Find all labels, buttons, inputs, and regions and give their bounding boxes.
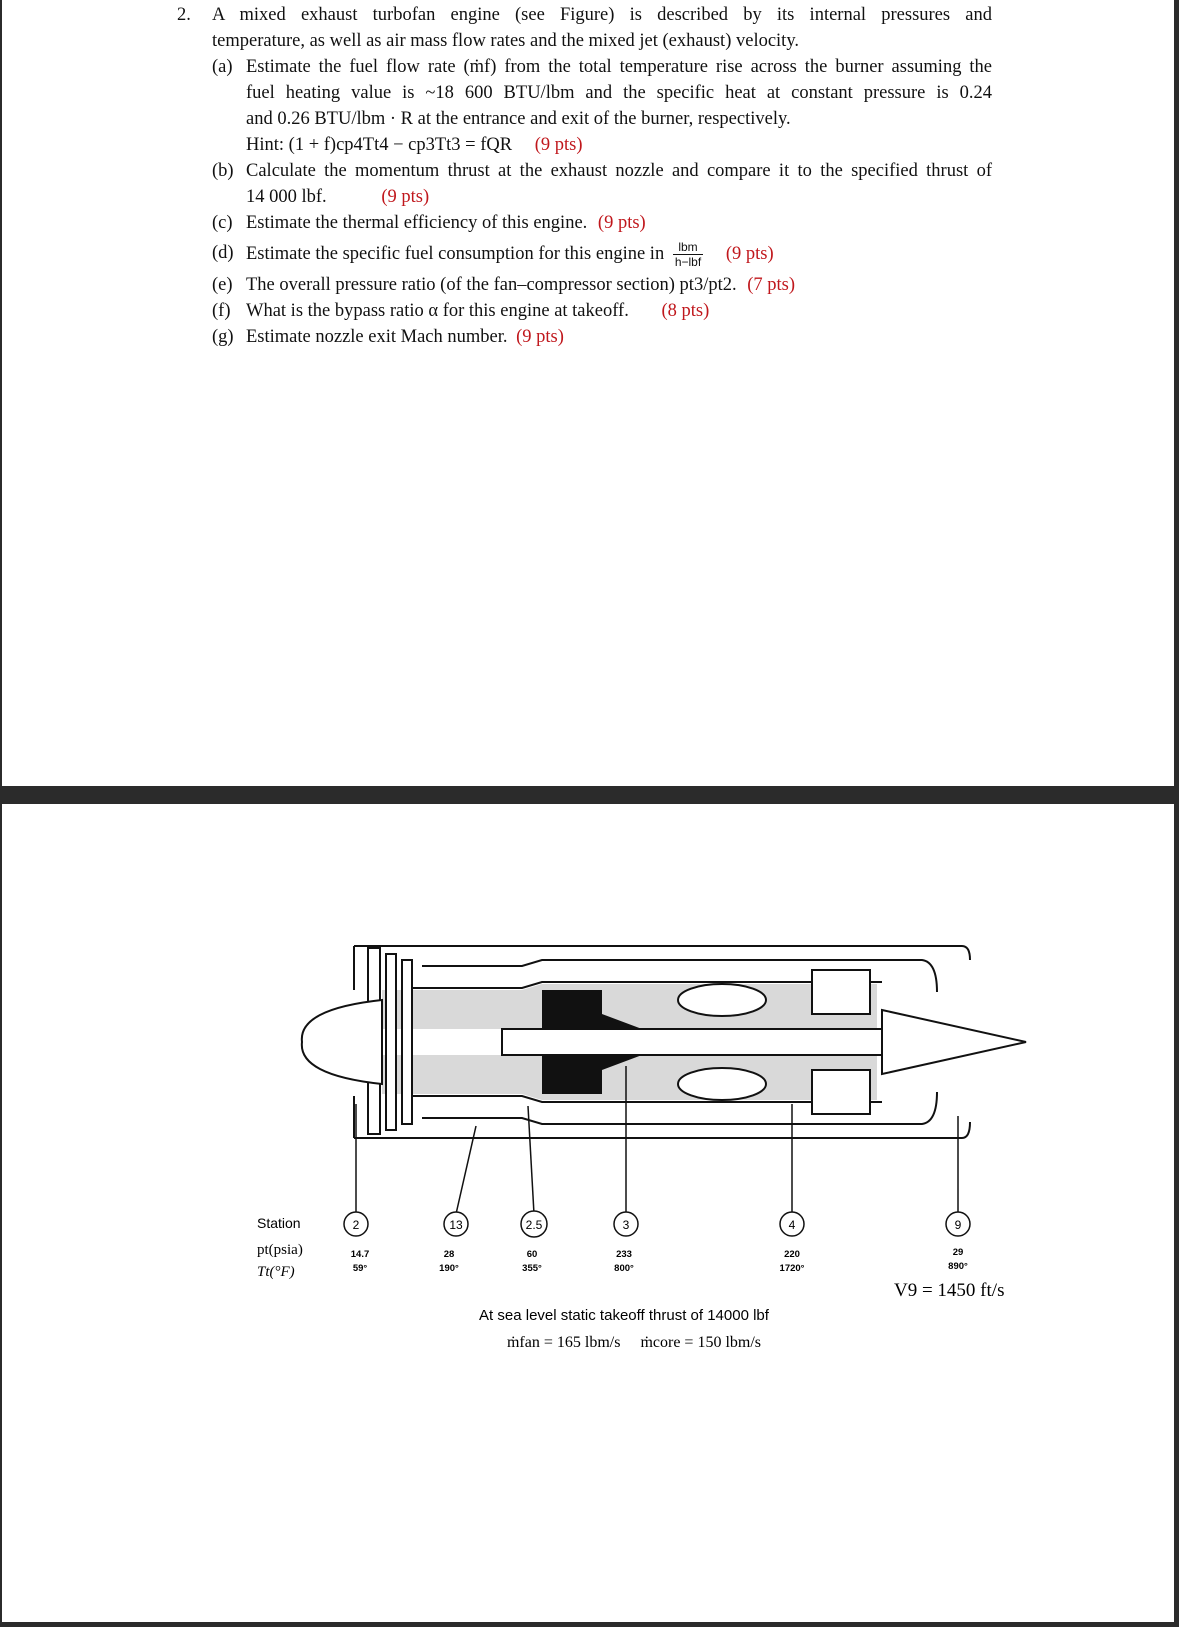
- figure-caption: At sea level static takeoff thrust of 14000 lbf: [479, 1307, 769, 1324]
- station-2-pressure: 14.7: [350, 1249, 370, 1260]
- station-4-temperature: 1720°: [779, 1263, 805, 1274]
- part-b-label: (b): [212, 161, 234, 181]
- part-d-line: [246, 240, 774, 269]
- temperature-label: Tt(°F): [257, 1264, 295, 1280]
- part-f-label: (f): [212, 301, 231, 321]
- station-3-pressure: 233: [616, 1249, 632, 1260]
- part-a-line-2: fuel heating value is ~18 600 BTU/lbm and the specific heat at constant pressure is 0.24: [246, 83, 992, 103]
- fan-blade-2: [386, 954, 396, 1130]
- station-label: Station: [257, 1215, 301, 1231]
- sfc-unit-fraction: [673, 240, 703, 269]
- part-a-label: (a): [212, 57, 233, 77]
- problem-intro-line-2: temperature, as well as air mass flow rates and the mixed jet (exhaust) velocity.: [212, 31, 799, 51]
- part-g-label: (g): [212, 327, 234, 347]
- part-a-line-1: Estimate the fuel flow rate (ṁf) from the total temperature rise across the burner assuming the: [246, 57, 992, 77]
- combustor-top: [678, 984, 766, 1016]
- part-f-line: [246, 298, 709, 324]
- core-upper-fill: [382, 984, 877, 1029]
- station-9-id: 9: [954, 1218, 962, 1232]
- station-4-pressure: 220: [784, 1249, 800, 1260]
- station-13-temperature: 190°: [439, 1263, 459, 1274]
- turbine-upper: [812, 970, 870, 1014]
- pressure-label: pt(psia): [257, 1242, 303, 1258]
- station-2-5-pressure: 60: [526, 1249, 538, 1260]
- spinner: [302, 1000, 382, 1084]
- part-a-points: (9 pts): [534, 135, 583, 155]
- core-lower-fill: [382, 1055, 877, 1100]
- part-b-thrust-value: 14 000 lbf.: [246, 187, 327, 207]
- part-f-text: What is the bypass ratio α for this engine at takeoff.: [246, 301, 629, 321]
- figure-page: [2, 804, 1174, 1622]
- station-2-5-temperature: 355°: [522, 1263, 542, 1274]
- part-e-points: (7 pts): [747, 275, 796, 295]
- station-3-id: 3: [622, 1218, 630, 1232]
- part-f-points: (8 pts): [661, 301, 710, 321]
- leader-station-13: [456, 1126, 476, 1214]
- station-9-pressure: 29: [952, 1247, 964, 1258]
- part-a-hint-equation: Hint: (1 + f)cp4Tt4 − cp3Tt3 = fQR: [246, 135, 513, 155]
- station-4-id: 4: [788, 1218, 796, 1232]
- problem-page: [2, 0, 1174, 786]
- tail-cone: [882, 1010, 1026, 1074]
- station-2-temperature: 59°: [352, 1263, 368, 1274]
- sfc-unit-denominator: h−lbf: [674, 255, 702, 269]
- exit-velocity: V9 = 1450 ft/s: [894, 1280, 1005, 1301]
- part-c-points: (9 pts): [597, 213, 646, 233]
- turbine-lower: [812, 1070, 870, 1114]
- problem-intro-line-1: A mixed exhaust turbofan engine (see Figure) is described by its internal pressures and: [212, 5, 992, 25]
- combustor-bottom: [678, 1068, 766, 1100]
- fan-blade-3: [402, 960, 412, 1124]
- part-g-text: Estimate nozzle exit Mach number.: [246, 327, 508, 347]
- part-c-label: (c): [212, 213, 233, 233]
- part-a-hint: [246, 132, 583, 158]
- station-3-temperature: 800°: [614, 1263, 634, 1274]
- part-d-text: Estimate the specific fuel consumption for this engine in: [246, 243, 665, 264]
- part-b-line-2: [246, 184, 429, 210]
- part-d-points: (9 pts): [725, 243, 774, 264]
- part-e-line: [246, 272, 795, 298]
- part-b-line-1: Calculate the momentum thrust at the exhaust nozzle and compare it to the specified thrust of: [246, 161, 992, 181]
- shaft: [502, 1029, 882, 1055]
- problem-number: 2.: [177, 5, 191, 25]
- mass-flow-rates: ṁfan = 165 lbm/s ṁcore = 150 lbm/s: [506, 1334, 762, 1351]
- part-a-line-3: and 0.26 BTU/lbm · R at the entrance and exit of the burner, respectively.: [246, 109, 791, 129]
- station-2-id: 2: [352, 1218, 360, 1232]
- turbofan-figure: [2, 804, 1174, 1622]
- station-13-pressure: 28: [443, 1249, 455, 1260]
- part-g-line: [246, 324, 564, 350]
- part-c-line: [246, 210, 646, 236]
- nacelle-top: [354, 946, 970, 960]
- part-e-label: (e): [212, 275, 233, 295]
- station-9-temperature: 890°: [948, 1261, 968, 1272]
- sfc-unit-numerator: lbm: [673, 240, 703, 255]
- part-c-text: Estimate the thermal efficiency of this engine.: [246, 213, 588, 233]
- part-d-label: (d): [212, 243, 234, 263]
- station-2-5-id: 2.5: [525, 1218, 543, 1232]
- part-g-points: (9 pts): [516, 327, 564, 347]
- station-13-id: 13: [449, 1218, 463, 1232]
- part-b-points: (9 pts): [381, 187, 430, 207]
- part-e-text: The overall pressure ratio (of the fan–compressor section) pt3/pt2.: [246, 275, 737, 295]
